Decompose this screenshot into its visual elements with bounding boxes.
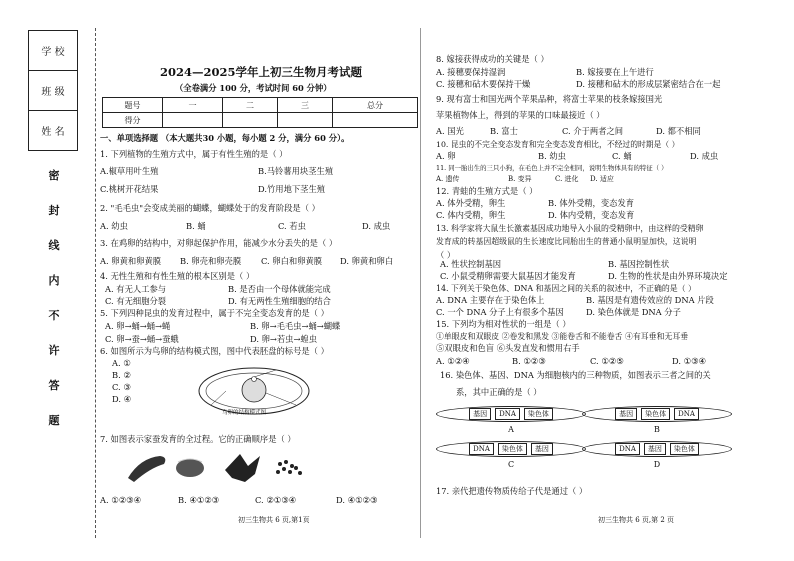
diagram-label: B — [654, 425, 660, 434]
diagram-cell: 染色体 — [524, 408, 553, 420]
option: B. 嫁接要在上午进行 — [576, 67, 654, 77]
option: A.椒草用叶生殖 — [100, 166, 159, 176]
option: D. 成虫 — [690, 151, 719, 161]
option: C.桃树开花结果 — [100, 184, 159, 194]
option: C. 有无细胞分裂 — [105, 296, 167, 306]
score-header-cell: 二 — [223, 98, 278, 113]
egg-caption: 鸟卵的结构模式图 — [222, 410, 267, 416]
score-cell[interactable] — [163, 113, 223, 128]
option: B. 蛹 — [186, 221, 206, 231]
option: A. 有无人工参与 — [105, 284, 167, 294]
option: B. 富士 — [490, 126, 518, 136]
section-heading: 一、单项选择题 （本大题共30 小题，每小题 2 分，满分 60 分）。 — [100, 133, 350, 143]
question-15: 15. 下列均为相对性状的一组是（ ） — [436, 319, 571, 329]
option: A. DNA 主要存在于染色体上 — [436, 295, 545, 305]
question-1: 1. 下列植物的生殖方式中，属于有性生殖的是（ ） — [100, 149, 288, 159]
diagram-cell: DNA — [674, 408, 699, 420]
option: A. 遗传 — [436, 175, 460, 183]
option: C. 若虫 — [278, 221, 306, 231]
diagram-label: C — [507, 460, 515, 469]
diagram-option-b — [582, 406, 732, 422]
option: A. 卵黄和卵黄膜 — [100, 256, 162, 266]
option: C. 进化 — [555, 175, 579, 183]
question-17: 17. 亲代把遗传物质传给子代是通过（ ） — [436, 486, 588, 496]
option: D. 染色体就是 DNA 分子 — [586, 307, 681, 317]
option: D. 都不相同 — [656, 126, 701, 136]
question-5: 5. 下列四种昆虫的发育过程中，属于不完全变态发育的是（ ） — [100, 308, 329, 318]
option: B. 基因是有遗传效应的 DNA 片段 — [586, 295, 714, 305]
question-13-cont: 发育成的转基因超级鼠的生长速度比同胎出生的普通小鼠明显加快，这说明 — [436, 237, 697, 246]
option: B. 幼虫 — [538, 151, 566, 161]
exam-subtitle: （全卷满分 100 分，考试时间 60 分钟） — [175, 83, 332, 93]
option: D. 卵→若虫→蝗虫 — [250, 334, 318, 344]
question-16-cont: 系，其中正确的是（ ） — [456, 387, 542, 397]
fold-line — [95, 28, 96, 538]
score-header-cell: 一 — [163, 98, 223, 113]
option: C. 蛹 — [612, 151, 632, 161]
question-2: 2. "毛毛虫"会变成美丽的蝴蝶，蝴蝶处于的发育阶段是（ ） — [100, 203, 320, 213]
option: A. ① — [112, 358, 131, 368]
option: C. 小鼠受精卵需要大鼠基因才能发育 — [440, 271, 576, 281]
exam-title: 2024—2025学年上初三生物月考试题 — [160, 65, 363, 79]
diagram-option-c — [436, 441, 586, 457]
school-label: 学 校 — [29, 31, 78, 71]
score-cell[interactable] — [333, 113, 418, 128]
question-13-blank: （ ） — [436, 250, 456, 260]
question-15-items-cont: ⑤双眼皮和色盲 ⑥头发直发和惯用右手 — [436, 343, 580, 353]
column-divider — [420, 28, 421, 538]
option: D. 成虫 — [362, 221, 391, 231]
diagram-cell: DNA — [469, 443, 494, 455]
question-11: 11. 同一胎出生的三只小狗，在毛色上并不完全相同，说明生物体具有的特征（ ） — [436, 164, 668, 172]
option: B. ④①②③ — [178, 495, 220, 505]
option: A. 卵→蛹→蛹→蝇 — [105, 321, 171, 331]
option: D. ①③④ — [672, 356, 706, 366]
option: C. ③ — [112, 382, 131, 392]
option: A. 卵 — [436, 151, 456, 161]
option: A. 接穗要保持湿润 — [436, 67, 506, 77]
name-label: 姓 名 — [29, 111, 78, 151]
question-10: 10. 昆虫的不完全变态发育和完全变态发育相比，不经过的时期是（ ） — [436, 140, 680, 149]
option: D. 接穗和砧木的形成层紧密结合在一起 — [576, 79, 721, 89]
page-footer: 初三生物共 6 页,第 2 页 — [598, 516, 675, 524]
option: B. 卵壳和卵壳膜 — [180, 256, 242, 266]
question-16: 16. 染色体、基因、DNA 为细胞核内的三种物质，如图表示三者之间的关 — [440, 370, 711, 380]
diagram-cell: 基因 — [615, 408, 637, 420]
score-header-cell: 总分 — [333, 98, 418, 113]
option: C. 接穗和砧木要保持干燥 — [436, 79, 531, 89]
question-12: 12. 青蛙的生殖方式是（ ） — [436, 186, 538, 196]
option: D. 有无两性生殖细胞的结合 — [228, 296, 331, 306]
diagram-cell: DNA — [615, 443, 640, 455]
option: A. 幼虫 — [100, 221, 128, 231]
option: B. ①②③ — [512, 356, 546, 366]
question-6: 6. 如图所示为鸟卵的结构模式图，图中代表胚盘的标号是（ ） — [100, 346, 329, 356]
question-4: 4. 无性生殖和有性生殖的根本区别是（ ） — [100, 271, 255, 281]
option: B. 是否由一个母体就能完成 — [228, 284, 331, 294]
option: A. ①②④ — [436, 356, 470, 366]
diagram-cell: 基因 — [644, 443, 666, 455]
question-8: 8. 嫁接获得成功的关键是（ ） — [436, 54, 549, 64]
score-header-cell: 题号 — [103, 98, 163, 113]
question-9-cont: 苹果植物体上，得到的苹果的口味最接近（ ） — [436, 110, 605, 120]
question-3: 3. 在鸡卵的结构中，对卵起保护作用，能减少水分丢失的是（ ） — [100, 238, 338, 248]
score-cell[interactable] — [278, 113, 333, 128]
option: D.竹用地下茎生殖 — [258, 184, 326, 194]
diagram-option-d — [582, 441, 732, 457]
option: C. 卵白和卵黄膜 — [261, 256, 323, 266]
score-header-cell: 三 — [278, 98, 333, 113]
option: D. 适应 — [590, 175, 614, 183]
diagram-cell: 染色体 — [670, 443, 699, 455]
diagram-cell: DNA — [495, 408, 520, 420]
option: D. 生物的性状是由外界环境决定 — [608, 271, 728, 281]
diagram-cell: 染色体 — [641, 408, 670, 420]
class-label: 班 级 — [29, 71, 78, 111]
option: A. 国光 — [436, 126, 464, 136]
option: D. ④①②③ — [336, 495, 378, 505]
question-15-items: ①单眼皮和双眼皮 ②卷发和黑发 ③能卷舌和不能卷舌 ④有耳垂和无耳垂 — [436, 332, 689, 341]
question-7: 7. 如图表示家蚕发育的全过程。它的正确顺序是（ ） — [100, 434, 296, 444]
diagram-cell: 基因 — [469, 408, 491, 420]
student-info-table — [28, 30, 78, 151]
option: A. 体外受精，卵生 — [436, 198, 506, 208]
option: A. ①②③④ — [100, 495, 142, 505]
silkworm-stages-diagram — [120, 448, 320, 486]
page-footer: 初三生物共 6 页,第1页 — [238, 516, 310, 524]
score-row-label: 得分 — [103, 113, 163, 128]
option: D. ④ — [112, 394, 132, 404]
diagram-label: A — [508, 425, 514, 434]
option: D. 体内受精，变态发育 — [548, 210, 635, 220]
option: C. ①②⑤ — [590, 356, 624, 366]
diagram-option-a — [436, 406, 586, 422]
question-13: 13. 科学家将大鼠生长激素基因成功地导入小鼠的受精卵中，由这样的受精卵 — [436, 224, 704, 233]
option: B. 卵→毛毛虫→蛹→蝴蝶 — [250, 321, 341, 331]
score-cell[interactable] — [223, 113, 278, 128]
question-14: 14. 下列关于染色体、DNA 和基因之间的关系的叙述中，不正确的是（ ） — [436, 284, 696, 293]
option: C. 介于两者之间 — [562, 126, 624, 136]
diagram-cell: 基因 — [531, 443, 553, 455]
option: B.马铃薯用块茎生殖 — [258, 166, 334, 176]
option: A. 性状控制基因 — [440, 259, 502, 269]
diagram-cell: 染色体 — [498, 443, 527, 455]
option: B. ② — [112, 370, 131, 380]
question-9: 9. 现有富士和国光两个苹果品种，将富士苹果的枝条嫁接国光 — [436, 94, 663, 104]
seal-warning: 密 封 线 内 不 许 答 题 — [48, 169, 60, 427]
option: B. 体外受精，变态发育 — [548, 198, 635, 208]
option: B. 变异 — [508, 175, 532, 183]
diagram-label: D — [653, 460, 661, 469]
option: C. ②①③④ — [255, 495, 297, 505]
option: C. 卵→蚕→蛹→蚕蛾 — [105, 334, 179, 344]
option: B. 基因控制性状 — [608, 259, 670, 269]
option: C. 体内受精，卵生 — [436, 210, 506, 220]
option: D. 卵黄和卵白 — [340, 256, 394, 266]
option: C. 一个 DNA 分子上有很多个基因 — [436, 307, 564, 317]
score-table — [102, 97, 418, 128]
